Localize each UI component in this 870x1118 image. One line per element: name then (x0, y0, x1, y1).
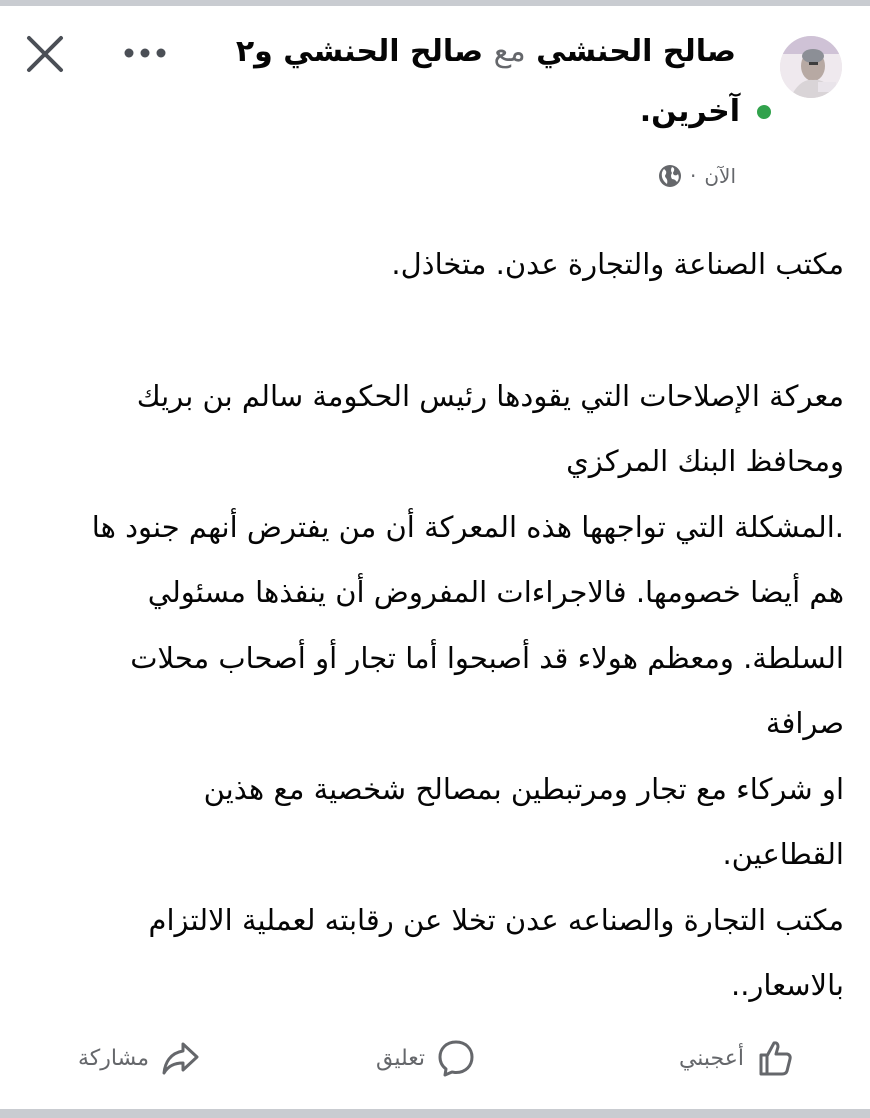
avatar[interactable] (780, 36, 842, 98)
like-button[interactable] (679, 1030, 796, 1086)
others-link[interactable]: آخرين. (639, 94, 740, 129)
tagged-name[interactable]: صالح الحنشي (283, 34, 484, 69)
others-count[interactable]: و٢ (235, 34, 273, 69)
like-icon (754, 1037, 796, 1079)
online-status-dot (754, 102, 774, 122)
comment-icon (435, 1037, 477, 1079)
share-label: مشاركة (78, 1045, 150, 1071)
like-label: أعجبني (678, 1045, 744, 1071)
post-paragraph: معركة الإصلاحات التي يقودها رئيس الحكومة سالم بن بريك ومحافظ البنك المركزي .المشكلة التي تواجهها هذه المعركة أن من يفترض أنهم جنود ها هم أيضا خصومها. فالاجراءات المفروض أن ينفذها مسئولي السلطة. ومعظم هولاء قد أصبحوا أما تجار أو أصحاب محلات صرافة او شركاء مع تجار ومرتبطين بمصالح شخصية مع هذين القطاعين. مكتب التجارة والصناعه عدن تخلا عن رقابته لعملية الالتزام بالاسعار.. (91, 378, 844, 1002)
post-header (236, 34, 736, 69)
author-name[interactable]: صالح الحنشي (536, 34, 736, 69)
globe-icon (658, 164, 682, 188)
share-button[interactable] (78, 1030, 201, 1086)
paragraph-gap (24, 298, 844, 364)
post-text (24, 232, 844, 1019)
top-divider (0, 0, 870, 6)
with-word: مع (493, 34, 526, 69)
post-paragraph: مكتب الصناعة والتجارة عدن. متخاذل. (391, 247, 844, 281)
share-icon (159, 1037, 201, 1079)
comment-button[interactable] (376, 1030, 477, 1086)
post-meta (658, 164, 736, 188)
more-icon[interactable] (122, 46, 168, 60)
comment-label: تعليق (376, 1045, 426, 1071)
bottom-divider (0, 1109, 870, 1118)
close-icon[interactable] (24, 33, 66, 75)
timestamp[interactable]: الآن (704, 164, 736, 188)
action-bar (0, 1030, 870, 1086)
avatar-image (780, 36, 842, 98)
meta-separator: · (689, 164, 697, 188)
post-header-continued (640, 94, 740, 129)
